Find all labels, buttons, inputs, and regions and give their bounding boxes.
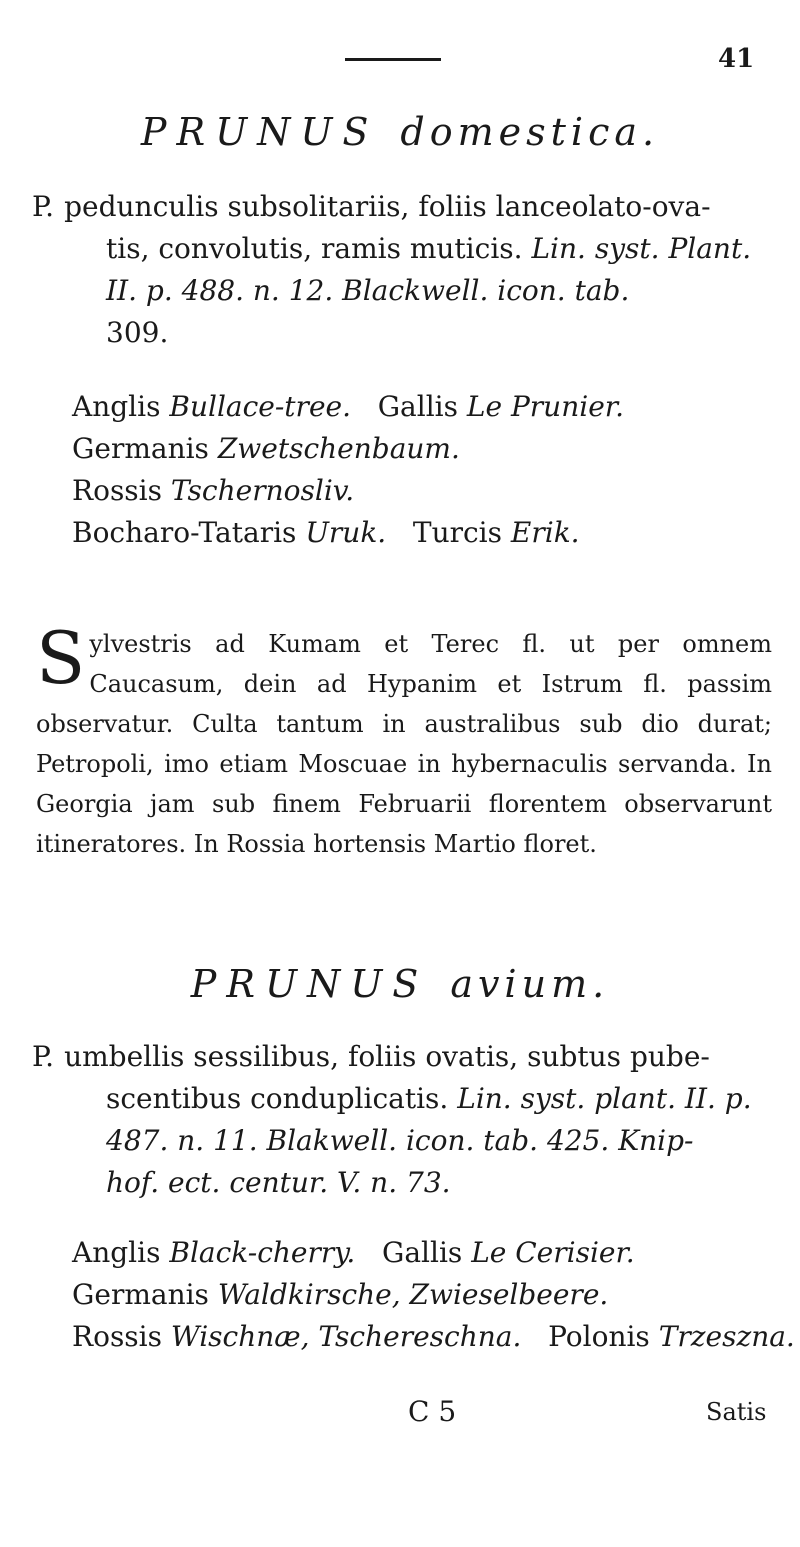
diagnosis-line: umbellis sessilibus, foliis ovatis, subtus pube- (64, 1040, 710, 1073)
description-text: ylvestris ad Kumam et Terec fl. ut per omnem Caucasum, dein ad Hypanim et Istrum fl. passim observatur. Culta tantum in australibus sub dio durat; Petropoli, imo etiam Moscuae in hybernaculis servanda. In Georgia jam sub finem Februarii florentem observarunt itineratores. In Rossia hortensis Martio floret. (36, 630, 772, 858)
diagnosis-line: pedunculis subsolitariis, foliis lanceolato-ova- (64, 190, 711, 223)
name-row: Rossis Tschernosliv. (72, 474, 355, 507)
genus-name: PRUNUS (190, 962, 429, 1006)
drop-cap: S (36, 616, 86, 700)
name-row: Rossis Wischnæ, Tschereschna. Polonis Trzeszna. (72, 1320, 795, 1353)
catchword: Satis (706, 1398, 767, 1426)
genus-name: PRUNUS (140, 110, 379, 154)
diagnosis-lead: P. (32, 1040, 55, 1073)
page-number: 41 (718, 44, 755, 74)
vernacular-names (72, 1232, 795, 1358)
diagnosis-reference: Lin. syst. plant. II. p. 487. n. 11. Blakwell. icon. tab. 425. Knip- (106, 1082, 752, 1157)
name-row: Anglis Bullace-tree. Gallis Le Prunier. (72, 390, 624, 423)
species-name: avium. (450, 962, 610, 1006)
description-paragraph (36, 616, 772, 864)
diagnosis-paragraph (32, 1036, 768, 1204)
name-row: Germanis Zwetschenbaum. (72, 432, 460, 465)
name-row: Anglis Black-cherry. Gallis Le Cerisier. (72, 1236, 635, 1269)
signature-mark: C 5 (408, 1395, 457, 1428)
header-rule (345, 58, 441, 61)
species-name: domestica. (400, 110, 660, 154)
diagnosis-line: tis, convolutis, ramis muticis. (106, 232, 523, 265)
diagnosis-reference: Lin. syst. Plant. II. p. 488. n. 12. Blackwell. icon. tab. (106, 232, 752, 307)
diagnosis-paragraph (32, 186, 768, 354)
name-row: Bocharo-Tataris Uruk. Turcis Erik. (72, 516, 580, 549)
diagnosis-line: scentibus conduplicatis. (106, 1082, 449, 1115)
entry-title-prunus-domestica (0, 110, 800, 154)
diagnosis-line: 309. (106, 316, 169, 349)
name-row: Germanis Waldkirsche, Zwieselbeere. (72, 1278, 609, 1311)
diagnosis-lead: P. (32, 190, 55, 223)
diagnosis-line: hof. ect. centur. V. n. 73. (106, 1166, 451, 1199)
entry-title-prunus-avium (0, 962, 800, 1006)
vernacular-names (72, 386, 772, 554)
